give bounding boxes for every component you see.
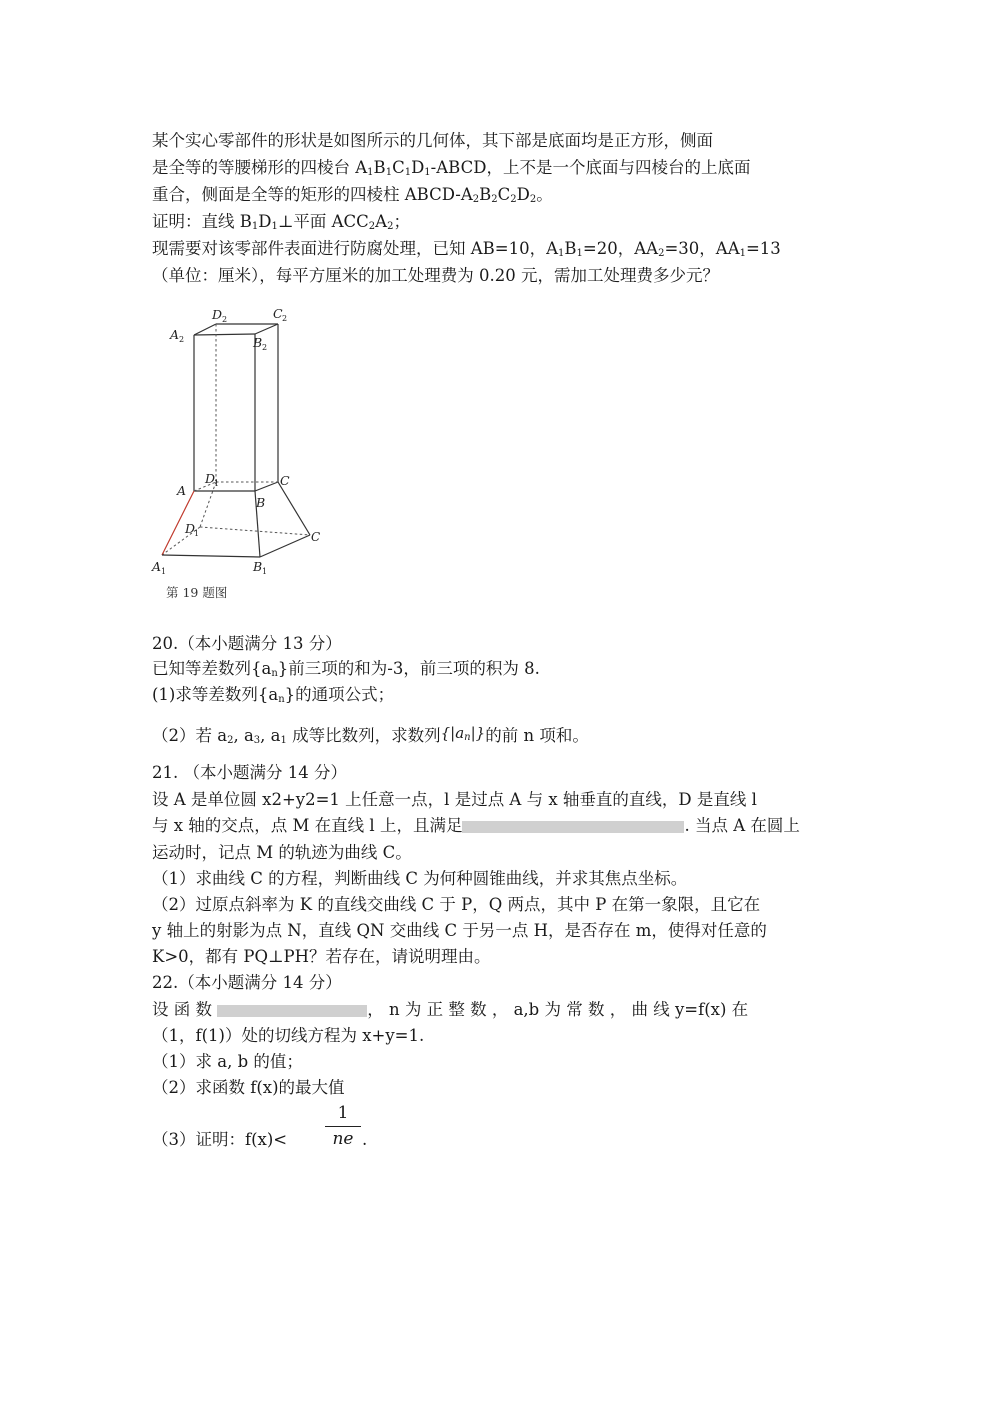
q21-line-5	[152, 894, 760, 916]
subscript: 2	[658, 248, 665, 259]
edge	[200, 482, 216, 527]
text: （3）证明：f(x)<	[152, 1130, 288, 1149]
edge	[200, 527, 310, 535]
vertex-label: A	[177, 483, 187, 498]
vertex-label: D	[185, 521, 196, 536]
subscript: 1	[280, 735, 287, 746]
text: -ABCD，上不是一个底面与四棱台的上底面	[430, 158, 751, 177]
vertex-label: C	[311, 530, 321, 544]
vertex-subscript: 2	[179, 335, 185, 344]
q20-line-3	[152, 722, 589, 752]
text: , a	[233, 726, 254, 745]
text: 设 函 数	[152, 1000, 212, 1019]
subscript: 3	[253, 735, 261, 746]
vertex-subscript: 1	[161, 567, 167, 576]
vertex-subscript: 2	[222, 315, 228, 324]
formula-image	[462, 821, 684, 833]
text: A	[375, 212, 388, 231]
text: （2）求函数 f(x)的最大值	[152, 1078, 345, 1097]
subscript: 1	[367, 167, 374, 178]
q21-line-6	[152, 920, 767, 942]
vertex-label: B	[253, 335, 263, 350]
text: y 轴上的射影为点 N，直线 QN 交曲线 C 于另一点 H，是否存在 m，使得对任意的	[152, 921, 767, 940]
text: 已知等差数列{a	[152, 659, 272, 678]
subscript: 1	[385, 167, 393, 178]
text: |}	[470, 724, 486, 742]
text: B	[479, 185, 492, 204]
subscript: 1	[404, 167, 412, 178]
text: （单位：厘米），每平方厘米的加工处理费为 0.20 元，需加工处理费多少元？	[152, 266, 719, 285]
text: 22.（本小题满分 14 分）	[152, 973, 342, 992]
q21-line-3	[152, 842, 412, 864]
text: =20，AA	[582, 239, 659, 258]
text: （2）过原点斜率为 K 的直线交曲线 C 于 P，Q 两点，其中 P 在第一象限，且它在	[152, 895, 761, 914]
text: ⊥平面 ACC	[277, 212, 369, 231]
edge	[278, 482, 310, 535]
problem-19-line-5	[152, 238, 781, 265]
vertex-label: D	[212, 307, 223, 322]
text: （2）若 a	[152, 726, 228, 745]
vertex-subscript: 1	[194, 529, 200, 538]
text: 设 A 是单位圆 x2+y2=1 上任意一点，l 是过点 A 与 x 轴垂直的直线，D 是直线 l	[152, 790, 757, 809]
subscript: 2	[510, 194, 517, 205]
q20-line-2	[152, 684, 394, 711]
problem-19-line-1	[152, 130, 713, 152]
subscript: 2	[529, 194, 537, 205]
q22-line-4	[152, 1077, 345, 1099]
edge	[255, 482, 278, 491]
vertex-label: B	[253, 559, 263, 574]
edge	[255, 324, 278, 334]
vertex-label: A	[152, 559, 162, 574]
vertex-label: B	[256, 495, 266, 510]
subscript: 2	[227, 735, 234, 746]
text: 的前 n 项和。	[485, 726, 589, 745]
text: 是全等的等腰梯形的四棱台 A	[152, 158, 368, 177]
text: 21. （本小题满分 14 分）	[152, 763, 347, 782]
vertex-label: C	[273, 306, 283, 321]
text: }的通项公式；	[284, 685, 395, 704]
problem-19-line-3	[152, 184, 553, 211]
abs-sequence-formula	[441, 722, 486, 749]
subscript: 1	[271, 221, 278, 232]
geometry-figure	[150, 305, 321, 607]
subscript: n	[271, 668, 278, 679]
text: =30，AA	[664, 239, 740, 258]
text: {|a	[440, 724, 465, 742]
q22-title	[152, 972, 342, 994]
q22-line-5	[152, 1129, 287, 1151]
vertex-label: D	[205, 471, 216, 486]
text: , a	[260, 726, 281, 745]
q21-line-4	[152, 868, 687, 890]
q22-line-2	[152, 1025, 424, 1047]
subscript: 2	[387, 221, 394, 232]
text: 证明：直线 B	[152, 212, 252, 231]
text: （1）求 a, b 的值；	[152, 1052, 303, 1071]
edge	[260, 535, 310, 557]
fraction-numerator: 1	[337, 1103, 349, 1123]
vertex-subscript: 2	[262, 343, 268, 352]
text: D	[411, 158, 425, 177]
text: B	[373, 158, 386, 177]
subscript: n	[464, 732, 471, 743]
q21-title	[152, 762, 347, 784]
vertex-subscript: 2	[282, 314, 288, 323]
q21-line-7	[152, 946, 491, 968]
q21-line-1	[152, 789, 757, 811]
text: ；	[393, 212, 410, 231]
edge	[194, 324, 216, 335]
text: （1）求曲线 C 的方程，判断曲线 C 为何种圆锥曲线，并求其焦点坐标。	[152, 869, 688, 888]
text: }前三项的和为-3，前三项的积为 8.	[277, 659, 540, 678]
text: B	[564, 239, 577, 258]
text: C	[392, 158, 405, 177]
text: （1，f(1)）处的切线方程为 x+y=1.	[152, 1026, 425, 1045]
subscript: 1	[424, 167, 431, 178]
q20-line-1	[152, 658, 540, 685]
text: 20.（本小题满分 13 分）	[152, 634, 342, 653]
subscript: n	[278, 694, 285, 705]
text: D	[258, 212, 272, 231]
text: 运动时，记点 M 的轨迹为曲线 C。	[152, 843, 412, 862]
vertex-label: A	[170, 327, 180, 342]
subscript: 2	[472, 194, 480, 205]
subscript: 1	[251, 221, 259, 232]
text: 成等比数列，求数列	[286, 726, 441, 745]
text: =13	[745, 239, 781, 258]
text: C	[497, 185, 511, 204]
text: D	[516, 185, 530, 204]
q21-line-2	[152, 815, 800, 837]
fraction-1-over-ne	[325, 1102, 361, 1149]
subscript: 1	[558, 248, 565, 259]
subscript: 2	[368, 221, 376, 232]
q22-line-3	[152, 1051, 303, 1073]
edge	[162, 555, 260, 557]
text: 某个实心零部件的形状是如图所示的几何体，其下部是底面均是正方形，侧面	[152, 131, 713, 150]
q20-title	[152, 633, 342, 655]
text: .	[362, 1130, 368, 1149]
problem-19-line-6	[152, 265, 719, 287]
text: ， n 为 正 整 数 ， a,b 为 常 数 ， 曲 线 y=f(x) 在	[367, 1000, 749, 1019]
text: 现需要对该零部件表面进行防腐处理，已知 AB=10，A	[152, 239, 559, 258]
edge	[194, 334, 255, 335]
subscript: 1	[739, 248, 746, 259]
figure-caption: 第 19 题图	[166, 585, 228, 600]
vertex-subscript: 1	[262, 567, 268, 576]
problem-19-line-4	[152, 211, 410, 238]
q22-line-1	[152, 999, 748, 1021]
q22-line-5-period	[362, 1129, 367, 1151]
text: (1)求等差数列{a	[152, 685, 279, 704]
text: 。	[536, 185, 553, 204]
text: 重合，侧面是全等的矩形的四棱柱 ABCD-A	[152, 185, 473, 204]
vertex-subscript: 1	[214, 479, 220, 488]
vertex-label: C	[280, 473, 290, 488]
fraction-denominator: ne	[332, 1129, 354, 1149]
problem-19-line-2	[152, 157, 750, 184]
text: 与 x 轴的交点，点 M 在直线 l 上，且满足	[152, 816, 463, 835]
subscript: 2	[491, 194, 498, 205]
formula-image	[217, 1005, 367, 1017]
text: . 当点 A 在圆上	[684, 816, 800, 835]
subscript: 1	[576, 248, 583, 259]
fraction-bar	[325, 1126, 361, 1127]
text: K>0，都有 PQ⊥PH？若存在，请说明理由。	[152, 947, 491, 966]
